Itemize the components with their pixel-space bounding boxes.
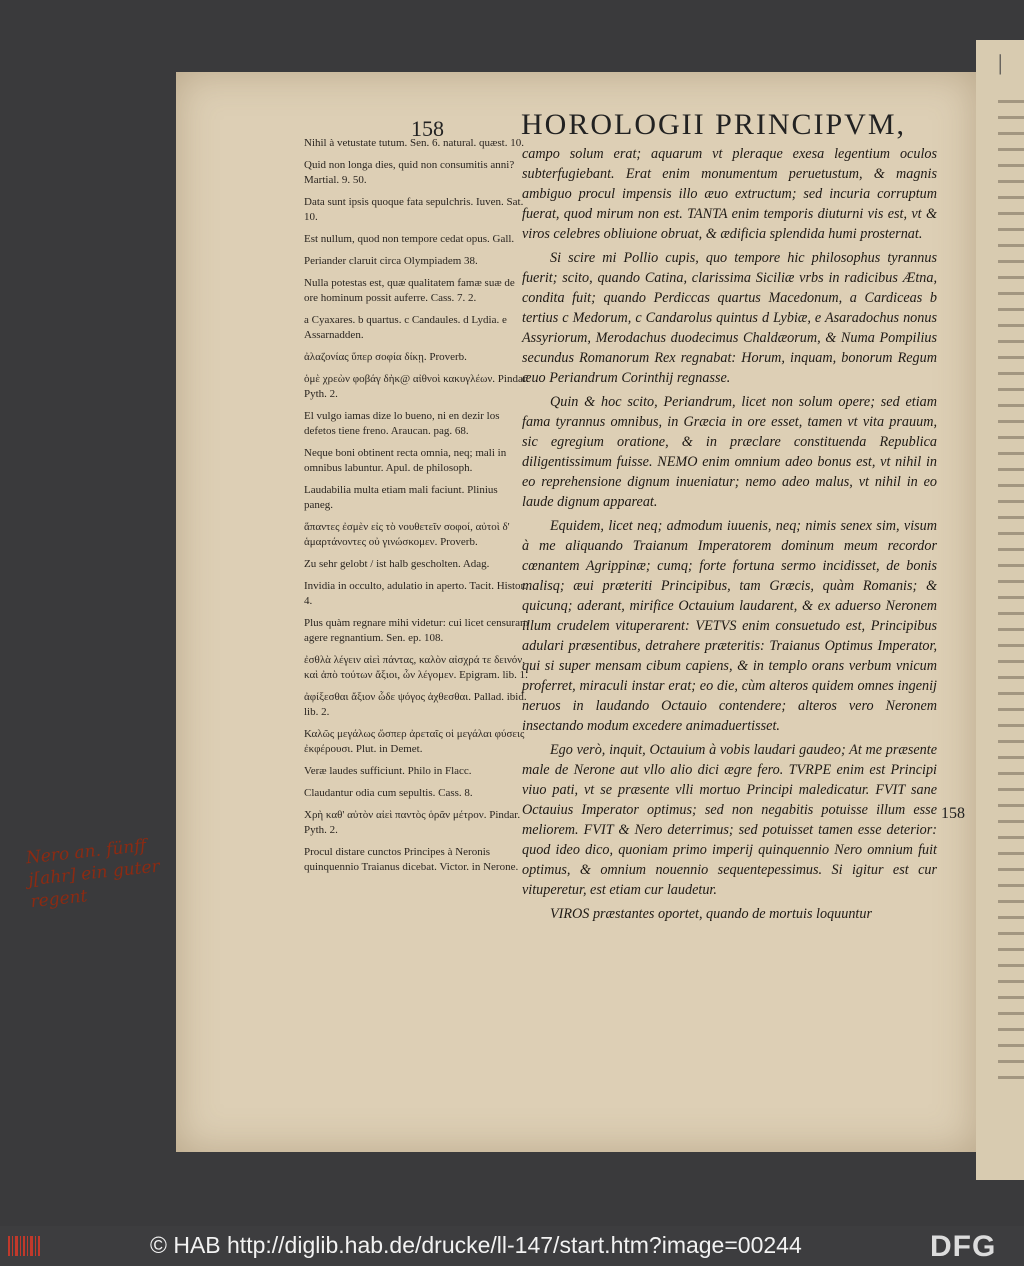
main-paragraph: VIROS præstantes oportet, quando de mortuis loquuntur xyxy=(550,906,872,922)
margin-note: Invidia in occulto, adulatio in aperto. Tacit. Histor. 4. xyxy=(304,580,527,607)
margin-note: Zu sehr gelobt / ist halb gescholten. Adag. xyxy=(304,558,490,570)
margin-note: Quid non longa dies, quid non consumitis anni? Martial. 9. 50. xyxy=(304,159,515,186)
margin-note: El vulgo iamas dize lo bueno, ni en dezir los defetos tiene freno. Araucan. pag. 68. xyxy=(304,410,500,437)
main-paragraph: Equidem, licet neq; admodum iuuenis, neq; nimis senex sim, visum à me aliquando Traianum Imperatorem dominum meum recordor cœnantem Agrippinæ; cumq; forte fortuna sermo incidisset, de bonis malisq; æui præteriti Principibus, tam Græcis, quàm Romanis; & quicunq; aderant, mirifice Octauium laudarent, & ex aduerso Neronem illum crudelem vituperarent: VETVS enim consuetudo est, Principibus adulari præsentibus, detrahere præteritis: Traianus Optimus Imperator, qui si super mensam cibum capiens, & in templo orans verbum vnicum proferret, miraculi instar erat; eo die, cùm alteros quidem omnes ingenij neruos in laudando Octauio contendere; alteros vero Neronem insectando modum excedere animaduertisset. xyxy=(522,518,937,734)
copyright-link[interactable]: © HAB http://diglib.hab.de/drucke/ll-147/start.htm?image=00244 xyxy=(150,1232,802,1258)
adjacent-page-edge xyxy=(976,40,1024,1180)
main-paragraph: Si scire mi Pollio cupis, quo tempore hic philosophus tyrannus fuerit; scito, quando Catina, clarissima Siciliæ vrbs in radicibus Ætna, condita fuit; quando Perdiccas quartus Macedonum, a Cardiceas b tertius c Medorum, c Candarolus quintus d Lybiæ, e Asaradochus nonus Assyriorum, Merodachus duodecimus Chaldæorum, & Numa Pompilius secundus Romanorum Rex regnabat: Horum, inquam, bonorum Regum æuo Periandrum Corinthij regnasse. xyxy=(522,250,937,386)
margin-note: ἀφίξεσθαι ἄξιον ὧδε ψόγος ἀχθεσθαι. Pallad. ibid. lib. 2. xyxy=(304,691,527,718)
dfg-logo: DFG xyxy=(930,1230,997,1263)
margin-note: Nihil à vetustate tutum. Sen. 6. natural. quæst. 10. xyxy=(304,137,524,149)
main-paragraph: campo solum erat; aquarum vt pleraque exesa legentium oculos subterfugiebant. Erat enim monumentum peruetustum, & magnis ambiguo procul impensis illo æuo extructum; sed incuria corruptum fuerat, quod mirum non est. TANTA enim temporis diuturni vis est, vt & viros celebres obliuione obruat, & ædificia splendida humi prosternat. xyxy=(522,146,937,242)
margin-note: Claudantur odia cum sepultis. Cass. 8. xyxy=(304,787,473,799)
margin-note: Laudabilia multa etiam mali faciunt. Plinius paneg. xyxy=(304,484,498,511)
margin-note: ἀλαζονίας ὕπερ σοφία δίκῃ. Proverb. xyxy=(304,351,467,363)
page-number: 158 xyxy=(411,116,444,141)
margin-note: Data sunt ipsis quoque fata sepulchris. Iuven. Sat. 10. xyxy=(304,196,524,223)
margin-note: Καλῶς μεγάλως ὥσπερ ἀρεταῖς οἱ μεγάλαι φύσεις ἐκφέρουσι. Plut. in Demet. xyxy=(304,728,525,755)
handwritten-annotation: Nero an. fünff j[ahr] ein guter regent xyxy=(25,835,161,913)
margin-note: a Cyaxares. b quartus. c Candaules. d Lydia. e Assarnadden. xyxy=(304,314,507,341)
book-page xyxy=(176,72,976,1152)
margin-note: Veræ laudes sufficiunt. Philo in Flacc. xyxy=(304,765,472,777)
barcode-icon xyxy=(6,1234,42,1258)
side-margin-number: 158 xyxy=(941,805,965,822)
margin-note: Χρὴ καθ' αὐτὸν αἰεὶ παντὸς ὁρᾶν μέτρον. Pindar. Pyth. 2. xyxy=(304,809,521,836)
margin-note: Periander claruit circa Olympiadem 38. xyxy=(304,255,478,267)
main-paragraph: Ego verò, inquit, Octauium à vobis laudari gaudeo; At me præsente male de Nerone aut vllo alio dici ægre fero. TVRPE enim est Principi viuo pati, vt se præsente vlli mortuo Principi maledicatur. FVIT sane Octauius Imperator optimus; sed non negabitis potuisse illum esse meliorem. FVIT & Nero deterrimus; sed potuisset tamen esse deterior: quod ideo dico, quoniam primo imperij quinquennio Nero omnium fuit optimus, & omnium nouennio sequentepessimus. Si igitur est cur vituperetur, est etiam cur laudetur. xyxy=(522,742,937,898)
margin-notes-column xyxy=(304,136,529,882)
main-paragraph: Quin & hoc scito, Periandrum, licet non solum opere; sed etiam fama tyrannus omnibus, in Græcia in ore esset, tamen vt vita prauum, sic egregium oratione, & in præclare constituenda Republica diligentissimum fuisse. NEMO enim omnium adeo bonus est, vt nihil in eo reprehensione dignum inueniatur; nemo adeo malus, vt nihil in eo laude dignum appareat. xyxy=(522,394,937,510)
margin-note: Nulla potestas est, quæ qualitatem famæ suæ de ore hominum possit auferre. Cass. 7. 2. xyxy=(304,277,515,304)
margin-note: ὁμὲ χρεὼν φοβάγ δὴκ@ αἰθνοὶ κακυγλέων. Pindar. Pyth. 2. xyxy=(304,373,529,400)
viewer-footer xyxy=(0,1226,1024,1266)
margin-note: ἅπαντες ἐσμὲν εἰς τὸ νουθετεῖν σοφοί, αὐτοὶ δ' ἁμαρτάνοντες οὐ γινώσκομεν. Proverb. xyxy=(304,521,510,548)
margin-note: Plus quàm regnare mihi videtur: cui licet censuram agere regnantium. Sen. ep. 108. xyxy=(304,617,529,644)
running-title: HOROLOGII PRINCIPVM, xyxy=(521,108,907,141)
adjacent-page-running-head: | xyxy=(998,50,1003,75)
adjacent-page-text-lines xyxy=(998,100,1024,1080)
margin-note: Procul distare cunctos Principes à Neronis quinquennio Traianus dicebat. Victor. in Nerone. xyxy=(304,846,519,873)
main-text-column xyxy=(522,144,937,928)
margin-note: Est nullum, quod non tempore cedat opus. Gall. xyxy=(304,233,515,245)
margin-note: ἐσθλὰ λέγειν αἰεὶ πάντας, καλὸν αἰσχρά τε δεινόν, καὶ ἀπὸ τούτων ἄξιοι, ὧν λέγομεν. Epigram. lib. 1. xyxy=(304,654,528,681)
margin-note: Neque boni obtinent recta omnia, neq; mali in omnibus labuntur. Apul. de philosoph. xyxy=(304,447,507,474)
